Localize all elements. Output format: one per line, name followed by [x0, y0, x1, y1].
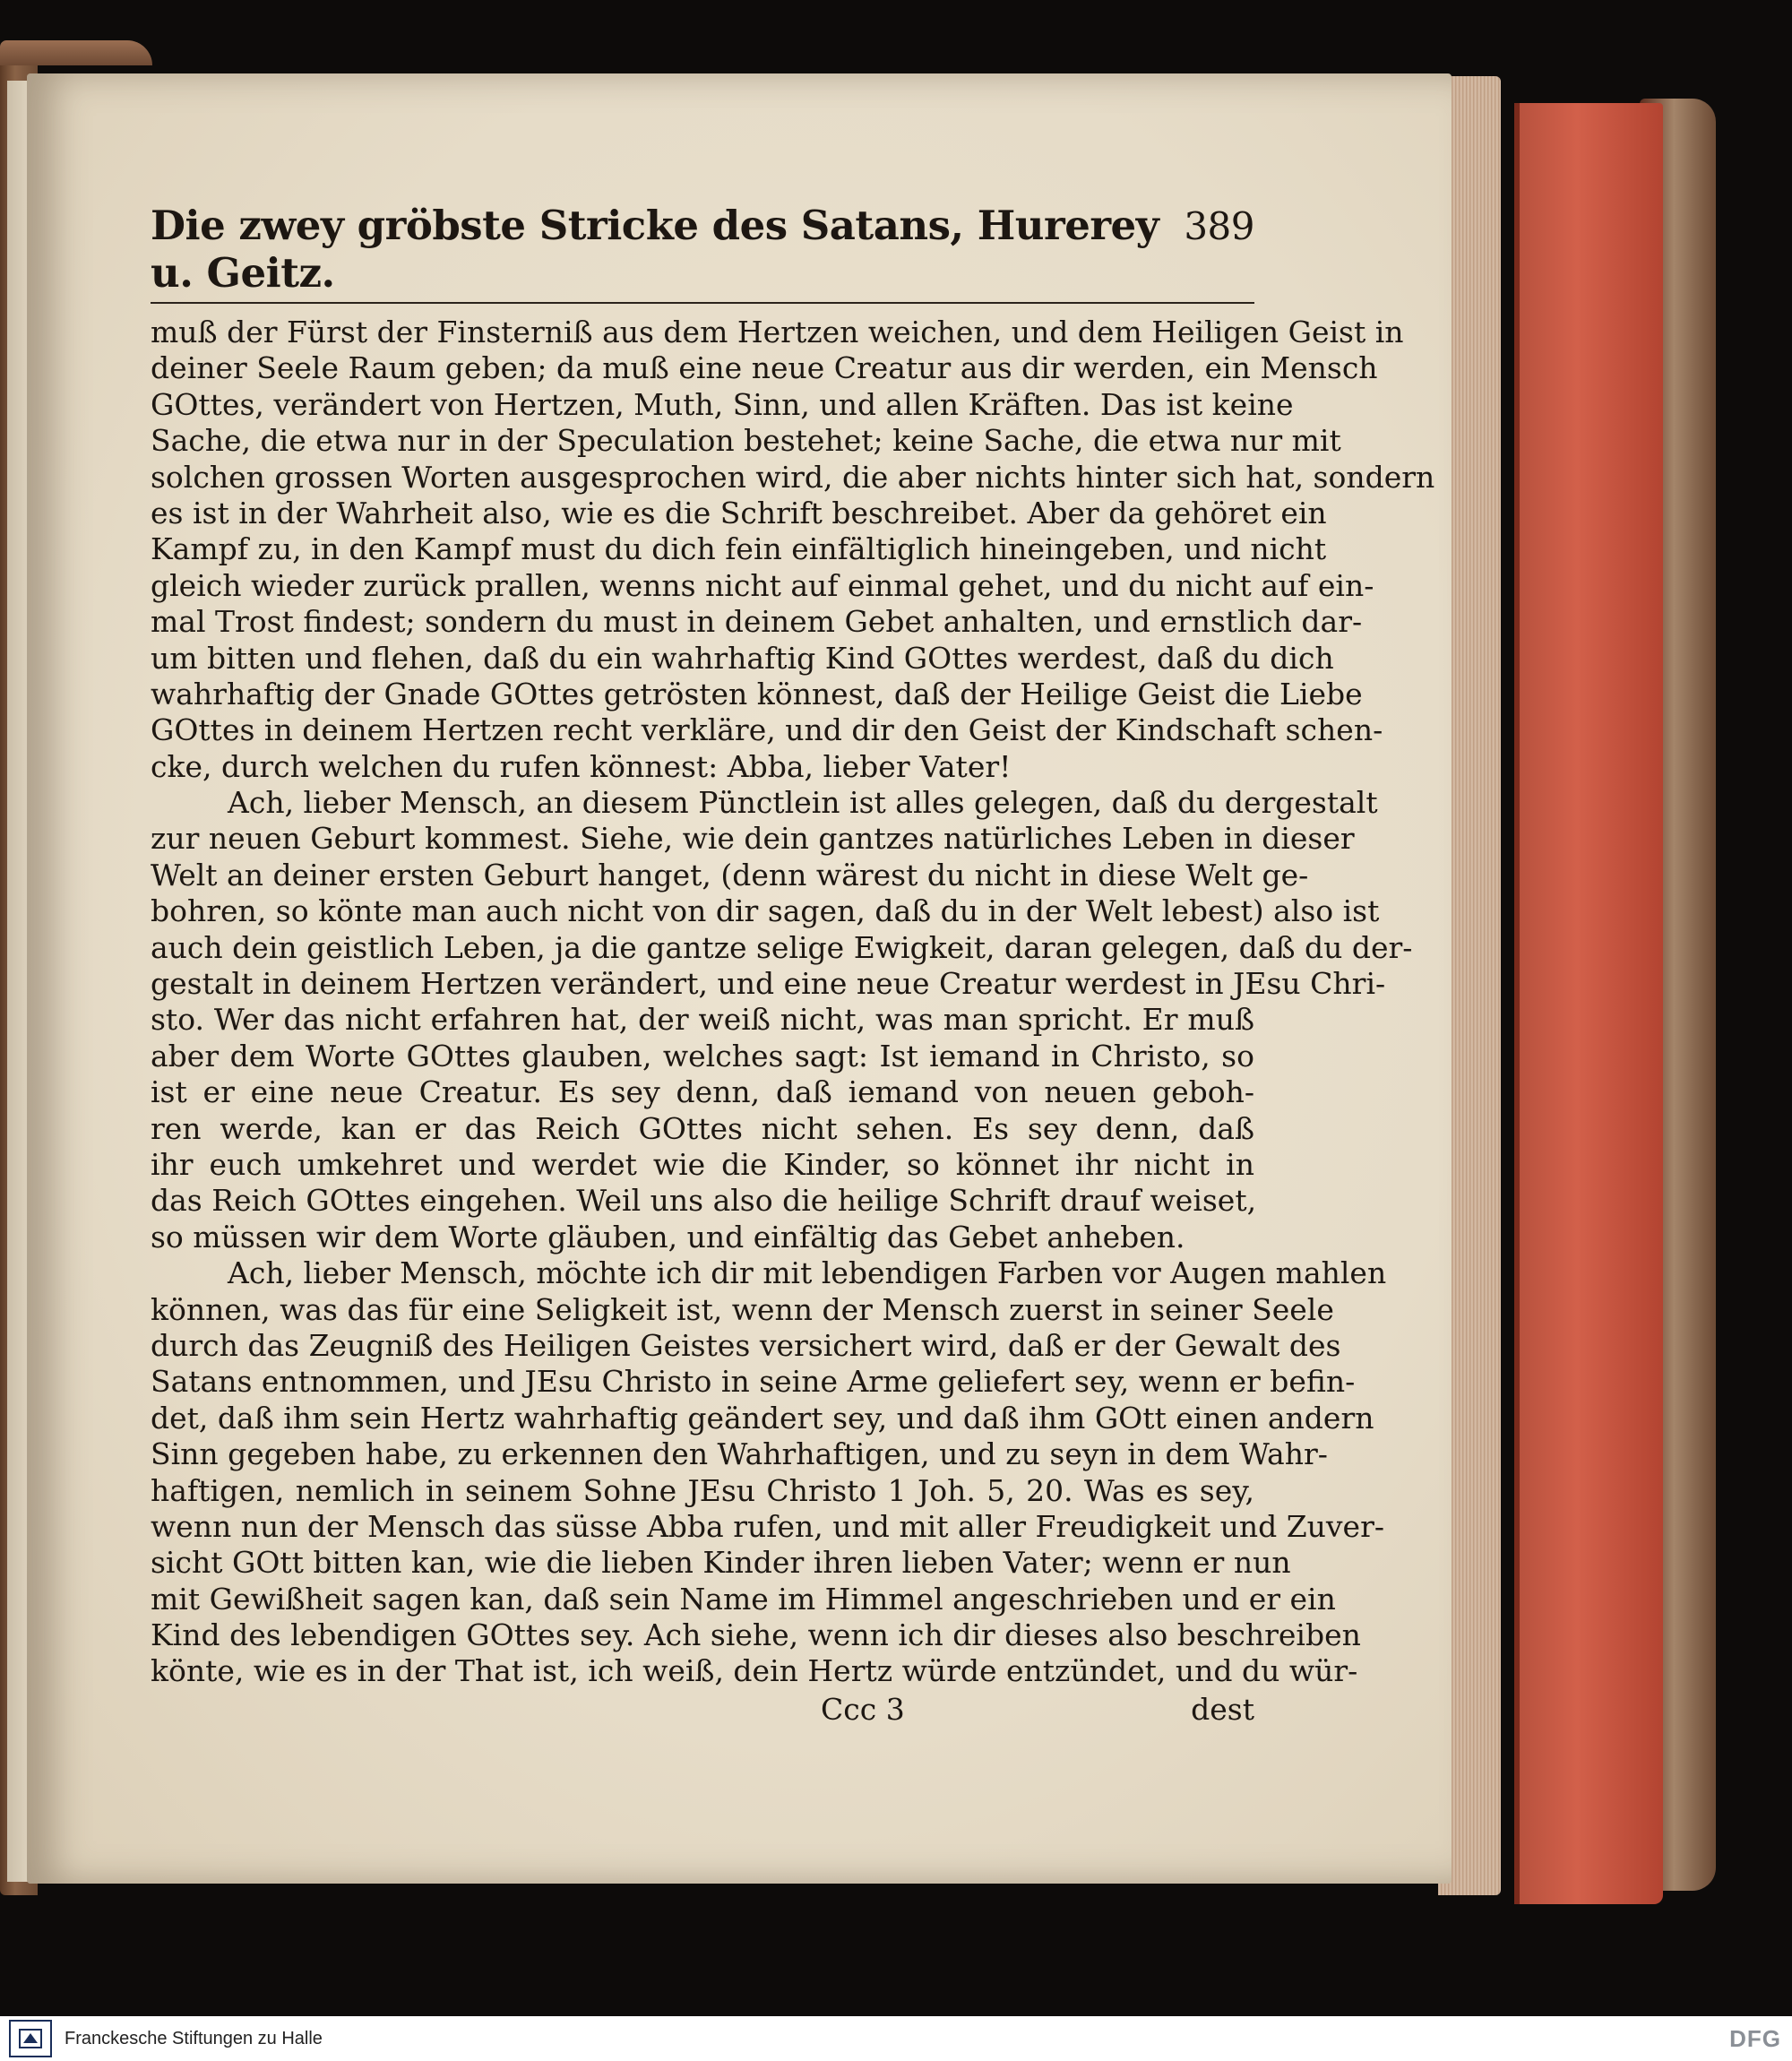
- text-line: mal Trost findest; sondern du must in deinem Gebet anhalten, und ernstlich dar-: [151, 604, 1363, 640]
- page-text: [151, 202, 1435, 1728]
- text-line: ist er eine neue Creatur. Es sey denn, daß iemand von neuen geboh-: [151, 1074, 1254, 1110]
- text-line: cke, durch welchen du rufen könnest: Abba, lieber Vater!: [151, 748, 1012, 784]
- running-head: [151, 202, 1254, 304]
- text-line: haftigen, nemlich in seinem Sohne JEsu Christo 1 Joh. 5, 20. Was es sey,: [151, 1472, 1254, 1508]
- catchword: dest: [1191, 1691, 1254, 1727]
- text-line: Welt an deiner ersten Geburt hanget, (denn wärest du nicht in diese Welt ge-: [151, 857, 1309, 893]
- text-line: durch das Zeugniß des Heiligen Geistes versichert wird, daß er der Gewalt des: [151, 1327, 1341, 1363]
- text-line: ren werde, kan er das Reich GOttes nicht sehen. Es sey denn, daß: [151, 1110, 1254, 1146]
- text-line: es ist in der Wahrheit also, wie es die Schrift beschreibet. Aber da gehöret ein: [151, 495, 1327, 530]
- text-line: sto. Wer das nicht erfahren hat, der weiß nicht, was man spricht. Er muß: [151, 1002, 1254, 1038]
- text-line: wenn nun der Mensch das süsse Abba rufen, und mit aller Freudigkeit und Zuver-: [151, 1508, 1385, 1544]
- text-line: Kampf zu, in den Kampf must du dich fein einfältiglich hineingeben, und nicht: [151, 531, 1327, 567]
- paragraph-start-line: Ach, lieber Mensch, an diesem Pünctlein ist alles gelegen, daß du dergestalt: [228, 785, 1378, 821]
- running-head-title: Die zwey gröbste Stricke des Satans, Hurerey u. Geitz.: [151, 202, 1159, 297]
- text-line: GOttes in deinem Hertzen recht verkläre, und dir den Geist der Kindschaft schen-: [151, 712, 1383, 748]
- text-line: können, was das für eine Seligkeit ist, wenn der Mensch zuerst in seiner Seele: [151, 1291, 1334, 1327]
- institution-name: Franckesche Stiftungen zu Halle: [65, 2028, 323, 2048]
- institution-logo-icon: [9, 2020, 52, 2057]
- text-line: ihr euch umkehret und werdet wie die Kinder, so könnet ihr nicht in: [151, 1146, 1254, 1182]
- red-page-edge: [1514, 103, 1663, 1904]
- text-line: Satans entnommen, und JEsu Christo in seine Arme geliefert sey, wenn er befin-: [151, 1364, 1356, 1400]
- text-line: sicht GOtt bitten kan, wie die lieben Kinder ihren lieben Vater; wenn er nun: [151, 1545, 1291, 1581]
- text-line: Sinn gegeben habe, zu erkennen den Wahrhaftigen, und zu seyn in dem Wahr-: [151, 1436, 1328, 1472]
- text-line: bohren, so könte man auch nicht von dir sagen, daß du in der Welt lebest) also ist: [151, 893, 1380, 929]
- text-line: det, daß ihm sein Hertz wahrhaftig geändert sey, und daß ihm GOtt einen andern: [151, 1400, 1374, 1436]
- text-line: mit Gewißheit sagen kan, daß sein Name im Himmel angeschrieben und er ein: [151, 1581, 1336, 1617]
- text-line: Sache, die etwa nur in der Speculation bestehet; keine Sache, die etwa nur mit: [151, 423, 1341, 459]
- text-line: könte, wie es in der That ist, ich weiß, dein Hertz würde entzündet, und du wür-: [151, 1653, 1358, 1689]
- paragraph-start-line: Ach, lieber Mensch, möchte ich dir mit lebendigen Farben vor Augen mahlen: [228, 1255, 1387, 1291]
- page-number: 389: [1184, 204, 1254, 248]
- text-line: wahrhaftig der Gnade GOttes getrösten könnest, daß der Heilige Geist die Liebe: [151, 676, 1363, 711]
- text-line: aber dem Worte GOttes glauben, welches sagt: Ist iemand in Christo, so: [151, 1038, 1254, 1074]
- text-line: solchen grossen Worten ausgesprochen wird, die aber nichts hinter sich hat, sondern: [151, 459, 1435, 495]
- text-line: das Reich GOttes eingehen. Weil uns also die heilige Schrift drauf weiset,: [151, 1183, 1257, 1219]
- text-line: um bitten und flehen, daß du ein wahrhaftig Kind GOttes werdest, daß du dich: [151, 640, 1334, 676]
- text-line: muß der Fürst der Finsterniß aus dem Hertzen weichen, und dem Heiligen Geist in: [151, 315, 1404, 349]
- text-line: GOttes, verändert von Hertzen, Muth, Sinn, und allen Kräften. Das ist keine: [151, 386, 1294, 422]
- text-line: deiner Seele Raum geben; da muß eine neue Creatur aus dir werden, ein Mensch: [151, 350, 1378, 386]
- signature-mark: Ccc 3: [821, 1691, 905, 1727]
- text-line: auch dein geistlich Leben, ja die gantze selige Ewigkeit, daran gelegen, daß du der-: [151, 929, 1413, 965]
- text-line: gleich wieder zurück prallen, wenns nicht auf einmal gehet, und du nicht auf ein-: [151, 567, 1374, 603]
- footer-bar: [0, 2016, 1792, 2061]
- dfg-logo: DFG: [1729, 2024, 1781, 2052]
- page-footer-line: [151, 1692, 1254, 1728]
- text-line: Kind des lebendigen GOttes sey. Ach siehe, wenn ich dir dieses also beschreiben: [151, 1617, 1361, 1653]
- text-line: so müssen wir dem Worte gläuben, und einfältig das Gebet anheben.: [151, 1219, 1185, 1255]
- text-line: zur neuen Geburt kommest. Siehe, wie dein gantzes natürliches Leben in dieser: [151, 821, 1355, 857]
- text-line: gestalt in deinem Hertzen verändert, und eine neue Creatur werdest in JEsu Chri-: [151, 966, 1386, 1002]
